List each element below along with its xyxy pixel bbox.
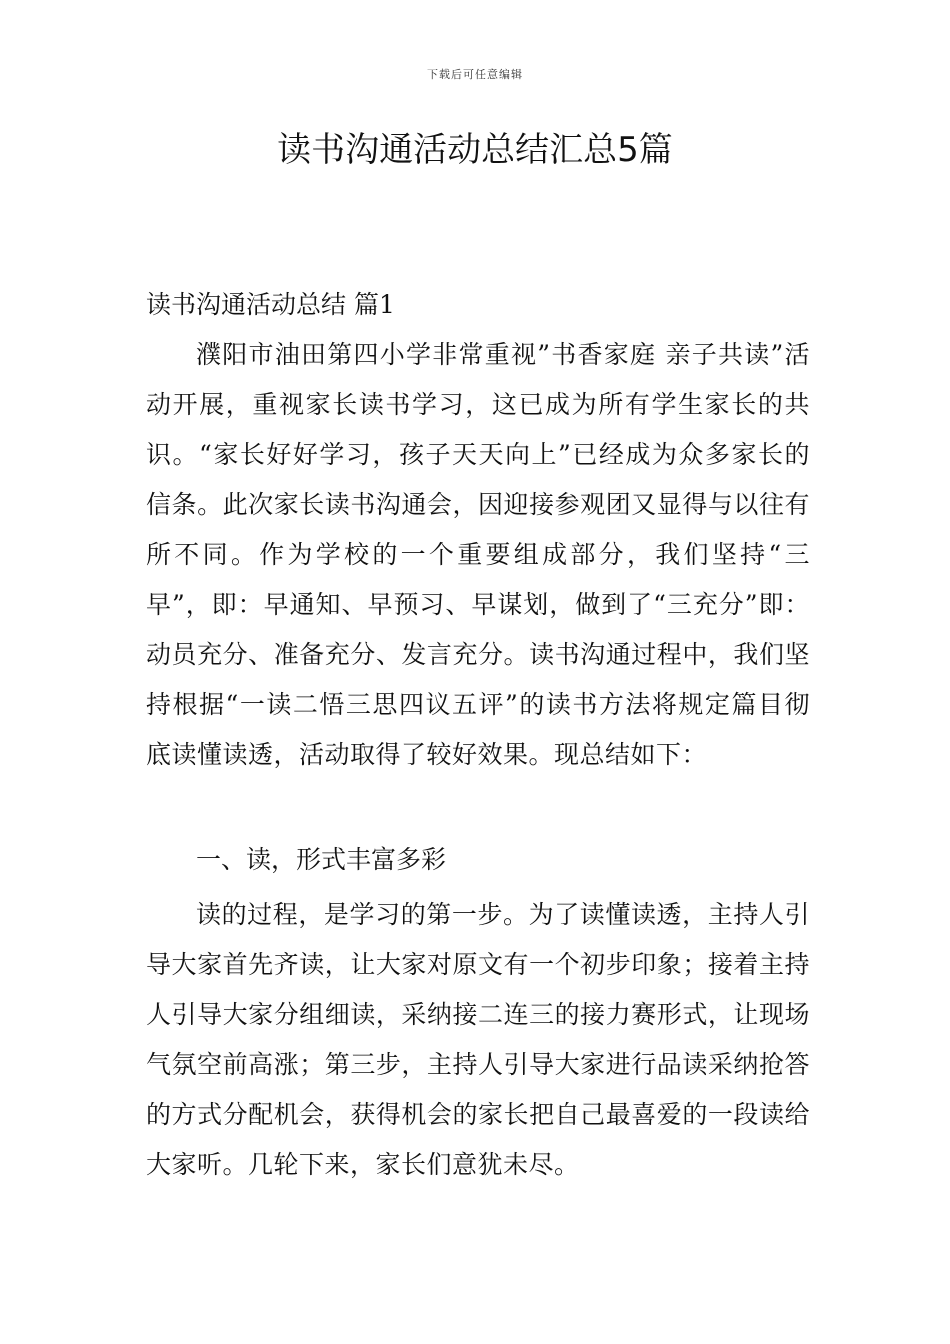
document-body xyxy=(146,280,810,1190)
document-title: 读书沟通活动总结汇总5篇 xyxy=(277,130,673,170)
paragraph: 读的过程，是学习的第一步。为了读懂读透，主持人引导大家首先齐读，让大家对原文有一个初步印象；接着主持人引导大家分组细读，采纳接二连三的接力赛形式，让现场气氛空前高涨；第三步，主持人引导大家进行品读采纳抢答的方式分配机会，获得机会的家长把自己最喜爱的一段读给大家听。几轮下来，家长们意犹未尽。 xyxy=(146,900,810,1179)
section-heading: 读书沟通活动总结 篇1 xyxy=(146,290,395,319)
paragraph: 濮阳市油田第四小学非常重视”书香家庭 亲子共读”活动开展，重视家长读书学习，这已成为所有学生家长的共识。“家长好好学习，孩子天天向上”已经成为众多家长的信条。此次家长读书沟通会，因迎接参观团又显得与以往有所不同。作为学校的一个重要组成部分，我们坚持“三早”，即：早通知、早预习、早谋划，做到了“三充分”即：动员充分、准备充分、发言充分。读书沟通过程中，我们坚持根据“一读二悟三思四议五评”的读书方法将规定篇目彻底读懂读透，活动取得了较好效果。现总结如下： xyxy=(146,340,810,769)
header-note: 下载后可任意编辑 xyxy=(427,68,523,81)
subheading: 一、读，形式丰富多彩 xyxy=(196,845,447,874)
